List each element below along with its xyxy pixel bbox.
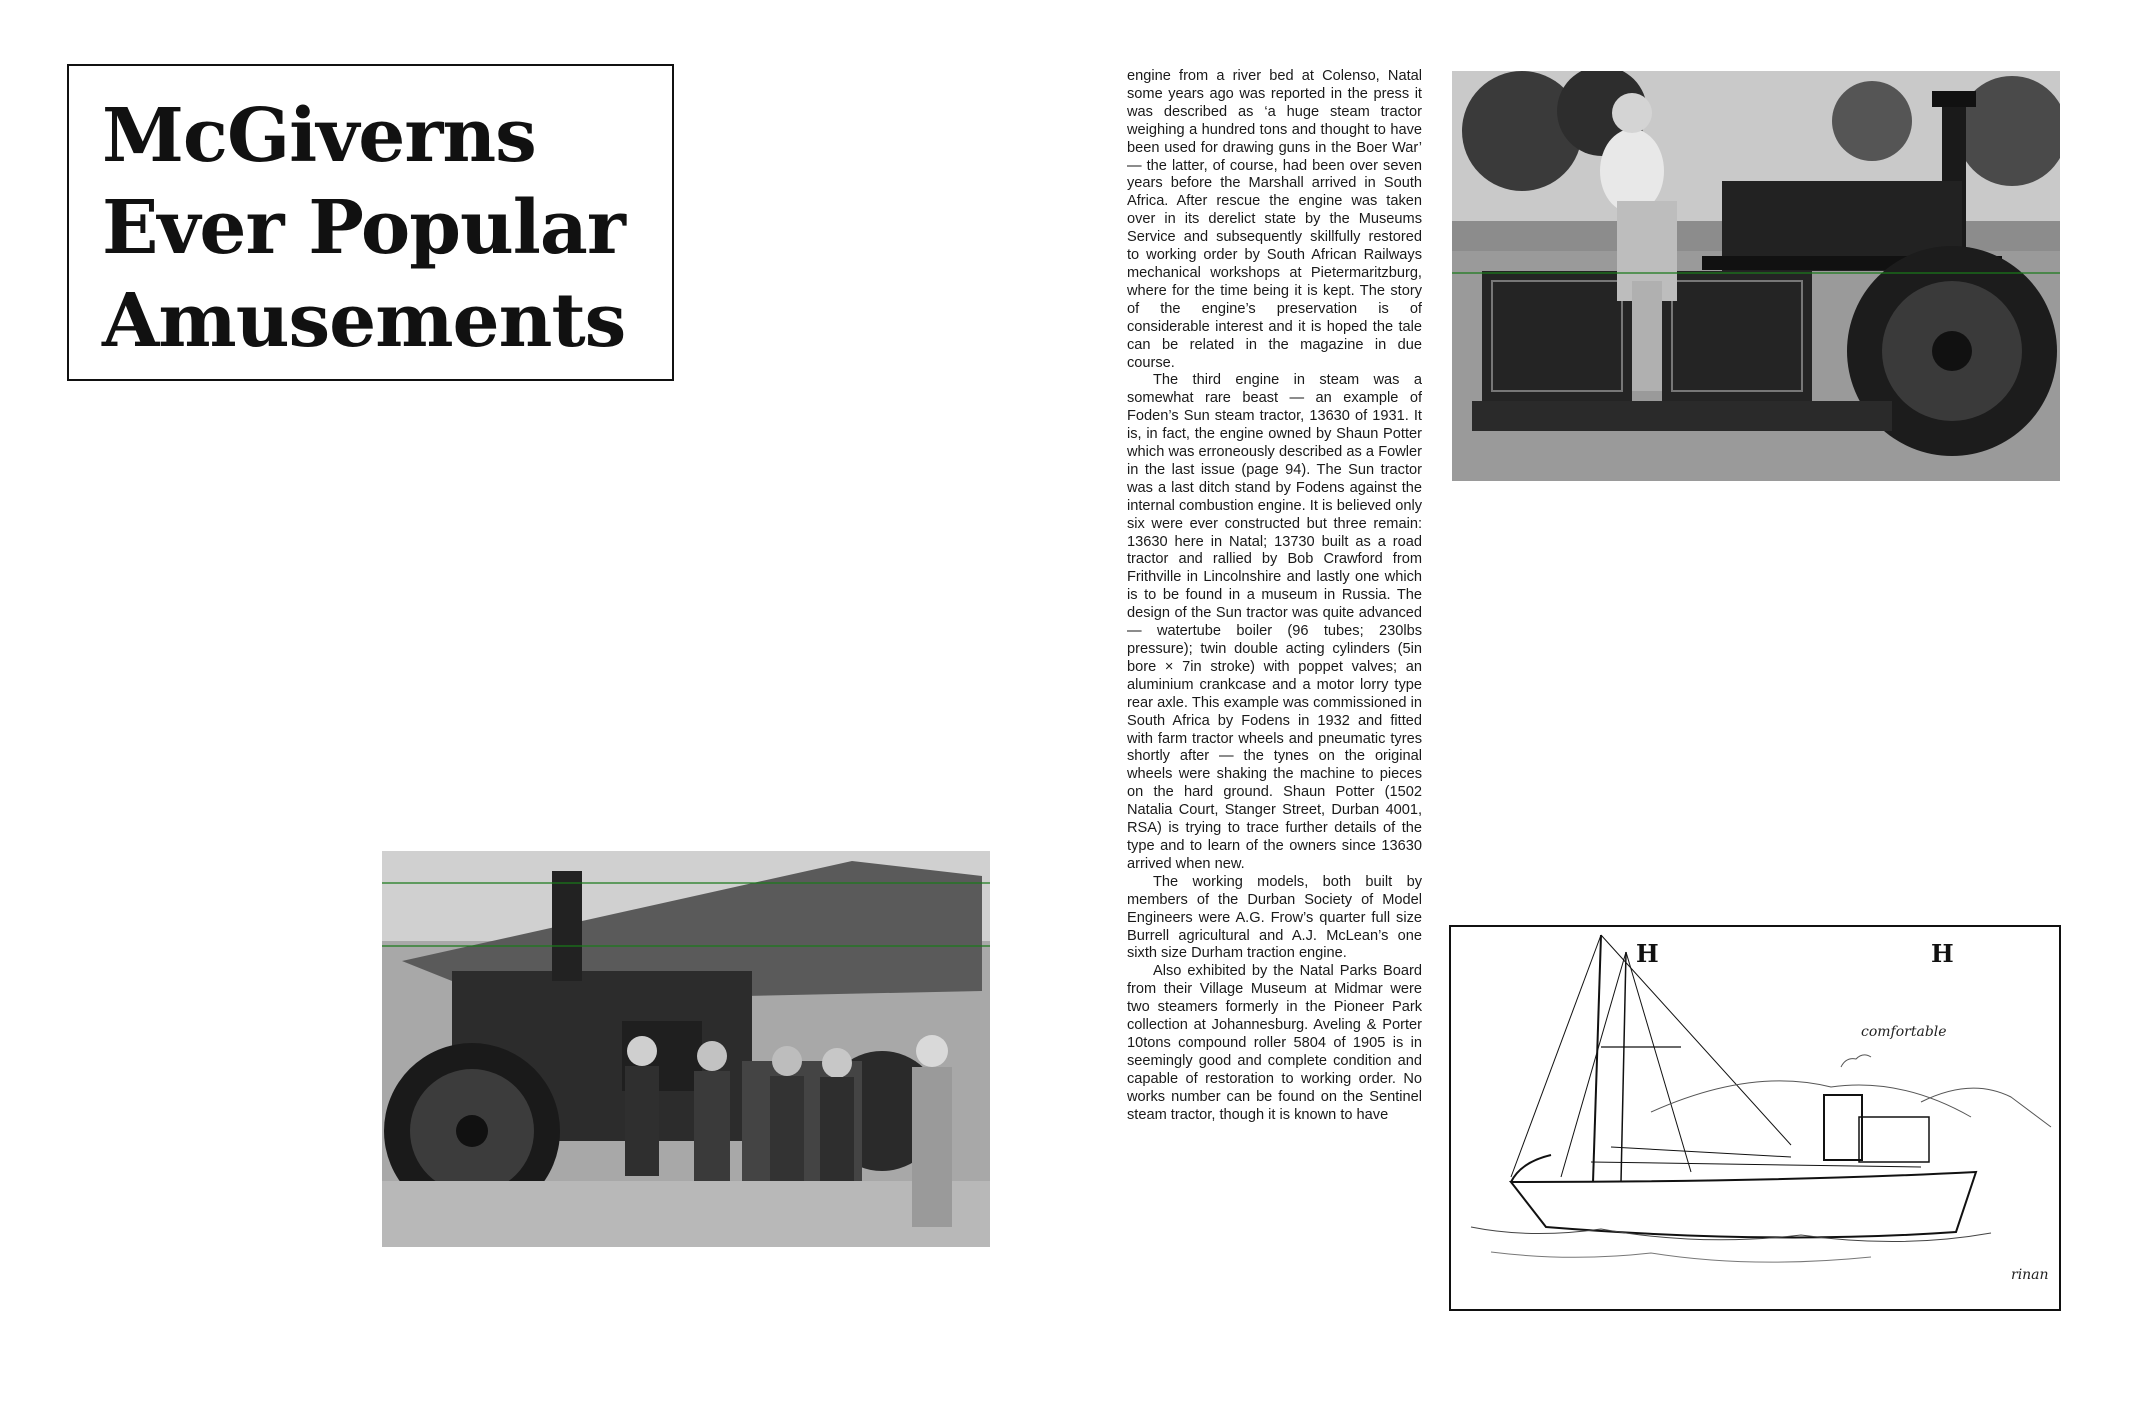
article-paragraph-3: The working models, both built by members of the Durban Society of Model Engineers were A.G. Frow’s quarter full size Burrell agricultural and A.J. McLean’s one sixth size Durham traction engine.: [1127, 873, 1422, 962]
steam-tractor-rally-photo: [1452, 71, 2060, 481]
headline-box: [67, 64, 674, 381]
archive-traction-engine-photo: [382, 851, 990, 1247]
sketch-caption-comfortable: comfortable: [1861, 1024, 1947, 1040]
article-column: [1127, 68, 1422, 1314]
headline-line-2: Ever Popular: [102, 185, 625, 271]
headline-line-3: Amusements: [102, 278, 626, 364]
article-paragraph-1: engine from a river bed at Colenso, Natal some years ago was reported in the press it was described as ‘a huge steam tractor weighing a hundred tons and thought to have been used for drawing guns in the Boer War’ — the latter, of course, had been over seven years before the Marshall arrived in South Africa. After rescue the engine was taken over in its derelict state by the Museums Service and subsequently skillfully restored to working order by South African Railways mechanical workshops at Pietermaritzburg, where for the time being it is kept. The story of the engine’s preservation is of considerable interest and it is hoped the tale can be related in the magazine in due course.: [1127, 68, 1422, 371]
sketch-letter-left: H: [1636, 939, 1659, 968]
sketch-caption-corner: rinan: [2011, 1267, 2049, 1283]
sketch-letter-right: H: [1931, 939, 1954, 968]
headline-line-1: McGiverns: [102, 93, 536, 179]
article-paragraph-4: Also exhibited by the Natal Parks Board from their Village Museum at Midmar were two steamers formerly in the Pioneer Park collection at Johannesburg. Aveling & Porter 10tons compound roller 5804 of 1905 is in seemingly good and complete condition and capable of restoration to working order. No works number can be found on the Sentinel steam tractor, though it is known to have: [1127, 963, 1422, 1123]
steamship-sketch: [1449, 925, 2061, 1311]
article-paragraph-2: The third engine in steam was a somewhat rare beast — an example of Foden’s Sun steam tractor, 13630 of 1931. It is, in fact, the engine owned by Shaun Potter which was erroneously described as a Fowler in the last issue (page 94). The Sun tractor was a last ditch stand by Fodens against the internal combustion engine. It is believed only six were ever constructed but three remain: 13630 here in Natal; 13730 built as a road tractor and rallied by Bob Crawford from Frithville in Lincolnshire and lastly one which is to be found in a museum in Russia. The design of the Sun tractor was quite advanced — watertube boiler (96 tubes; 230lbs pressure); twin double acting cylinders (5in bore × 7in stroke) with poppet valves; an aluminium crankcase and a motor lorry type rear axle. This example was commissioned in South Africa by Fodens in 1932 and fitted with farm tractor wheels and pneumatic tyres shortly after — the tynes on the original wheels were shaking the machine to pieces on the hard ground. Shaun Potter (1502 Natalia Court, Stanger Street, Durban 4001, RSA) is trying to trace further details of the type and to learn of the owners since 13630 arrived when new.: [1127, 372, 1422, 872]
